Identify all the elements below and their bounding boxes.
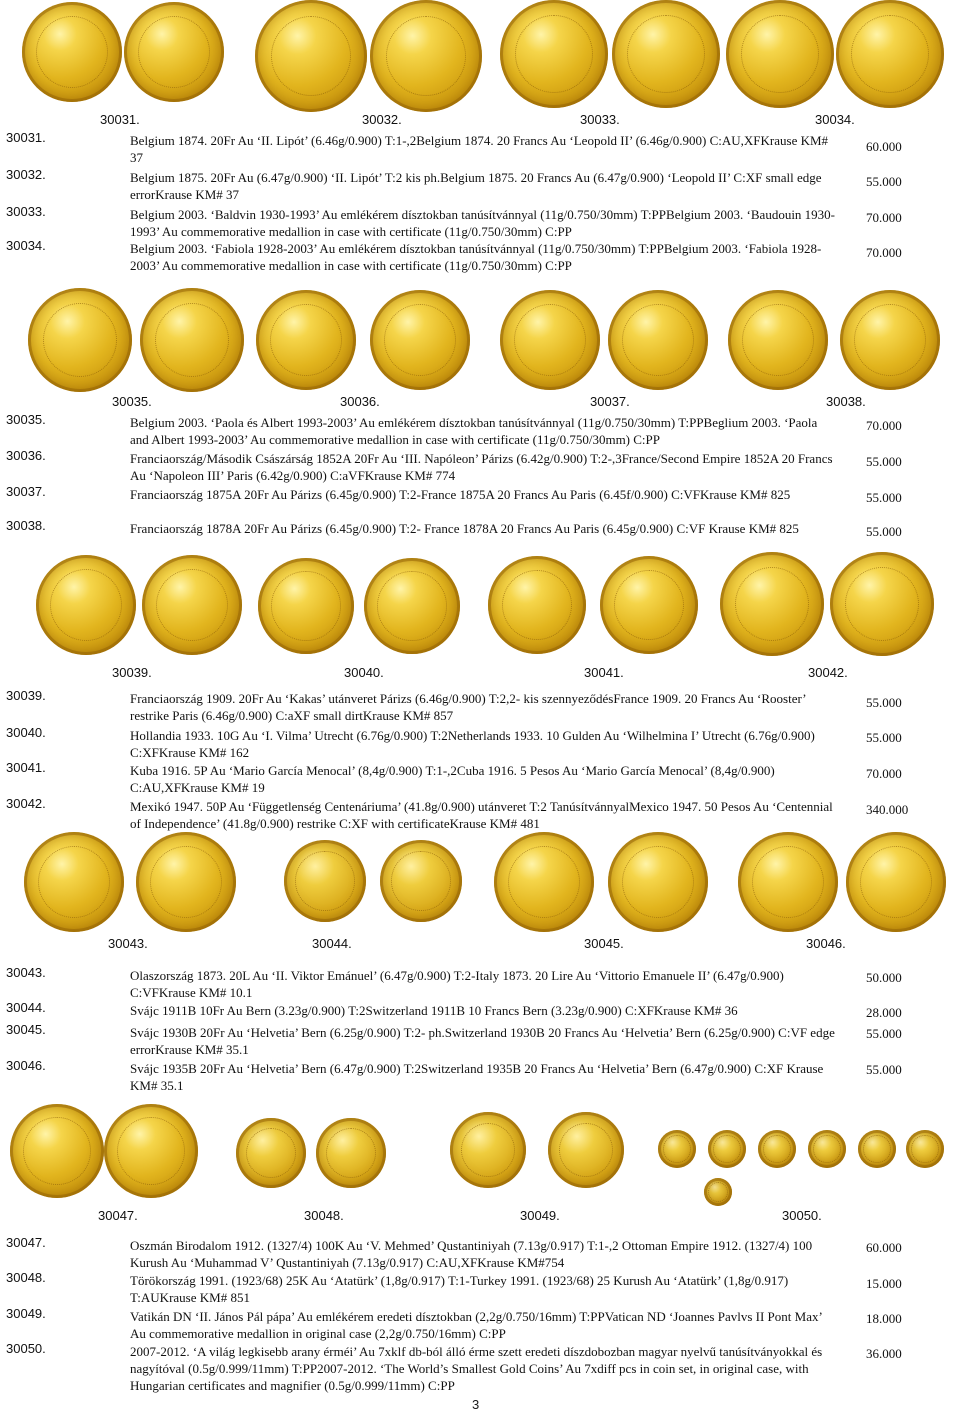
- lot-price: 55.000: [866, 490, 902, 505]
- coin-image: [906, 1130, 944, 1168]
- page-number: 3: [472, 1397, 480, 1412]
- coin-image: [104, 1104, 198, 1198]
- lot-description: Svájc 1930B 20Fr Au ‘Helvetia’ Bern (6.25g/0.900) T:2- ph.Switzerland 1930B 20 Francs Au ‘Helvetia’ Bern (6.25g/0.900) C:VF edge errorKrause KM# 35.1: [130, 1025, 835, 1057]
- lot-price: 28.000: [866, 1005, 902, 1020]
- coin-image: [488, 556, 586, 654]
- lot-number: 30034.: [6, 238, 46, 253]
- lot-number: 30043.: [6, 965, 46, 980]
- lot-number: 30038.: [6, 518, 46, 533]
- lot-description: 2007-2012. ‘A világ legkisebb arany érméi’ Au 7xklf db-ból álló érme szett eredeti díszdobozban magyar nyelvű tanúsítványokkal és nagyítóval (0.5g/0.999/11mm) T:PP2007-2012. ‘The World’s Smallest Gold Coins’ Au 7xdiff pcs in coin set, in original case, with Hungarian certificates and magnifier (0.5g/0.999/11mm) C:PP: [130, 1344, 823, 1393]
- lot-description: Belgium 1875. 20Fr Au (6.47g/0.900) ‘II. Lipót’ T:2 kis ph.Belgium 1875. 20 Francs Au (6.47g/0.900) ‘Leopold II’ C:XF small edge errorKrause KM# 37: [130, 170, 822, 202]
- lot-price: 70.000: [866, 766, 902, 781]
- lot-description: Vatikán DN ‘II. János Pál pápa’ Au emlékérem eredeti dísztokban (2,2g/0.750/16mm) T:PPVatican ND ‘Joannes Pavlvs II Pont Max’ Au commemorative medallion in original case (2,2g/0.750/16mm) C:PP: [130, 1309, 822, 1341]
- coin-image: [380, 840, 462, 922]
- coin-image: [450, 1112, 526, 1188]
- lot-description: Franciaország 1878A 20Fr Au Párizs (6.45g/0.900) T:2- France 1878A 20 Francs Au Paris (6.45g/0.900) C:VF Krause KM# 825: [130, 521, 799, 536]
- lot-price: 15.000: [866, 1276, 902, 1291]
- lot-number: 30044.: [6, 1000, 46, 1015]
- lot-description: Törökország 1991. (1923/68) 25K Au ‘Atatürk’ (1,8g/0.917) T:1-Turkey 1991. (1923/68) 25 Kurush Au ‘Atatürk’ (1,8g/0.917) T:AUKrause KM# 851: [130, 1273, 789, 1305]
- coin-image: [255, 0, 367, 112]
- lot-price: 36.000: [866, 1346, 902, 1361]
- coin-image: [22, 2, 122, 102]
- lot-number: 30039.: [6, 688, 46, 703]
- coin-image: [758, 1130, 796, 1168]
- lot-number: 30037.: [6, 484, 46, 499]
- coin-image: [608, 290, 708, 390]
- lot-number: 30036.: [6, 448, 46, 463]
- coin-image: [726, 0, 834, 108]
- coin-image: [548, 1112, 624, 1188]
- coin-label: 30050.: [782, 1208, 822, 1223]
- coin-image: [364, 558, 460, 654]
- coin-image: [608, 832, 708, 932]
- coin-label: 30036.: [340, 394, 380, 409]
- lot-price: 60.000: [866, 1240, 902, 1255]
- lot-description: Hollandia 1933. 10G Au ‘I. Vilma’ Utrecht (6.76g/0.900) T:2Netherlands 1933. 10 Gulden Au ‘Wilhelmina I’ Utrecht (6.76g/0.900) C:XFKrause KM# 162: [130, 728, 815, 760]
- lot-description: Belgium 2003. ‘Paola és Albert 1993-2003’ Au emlékérem dísztokban tanúsítvánnyal (11g/0.750/30mm) T:PPBeglium 2003. ‘Paola and Albert 1993-2003’ Au commemorative medallion in case with certificate (11g/0.750/30mm) C:PP: [130, 415, 818, 447]
- lot-number: 30048.: [6, 1270, 46, 1285]
- lot-number: 30035.: [6, 412, 46, 427]
- lot-price: 55.000: [866, 695, 902, 710]
- coin-image: [600, 556, 698, 654]
- coin-image: [500, 0, 608, 108]
- coin-image: [808, 1130, 846, 1168]
- coin-image: [370, 290, 470, 390]
- lot-price: 55.000: [866, 1026, 902, 1041]
- coin-image: [830, 552, 934, 656]
- lot-price: 60.000: [866, 139, 902, 154]
- coin-label: 30041.: [584, 665, 624, 680]
- coin-image: [256, 290, 356, 390]
- lot-number: 30031.: [6, 130, 46, 145]
- coin-label: 30049.: [520, 1208, 560, 1223]
- coin-label: 30039.: [112, 665, 152, 680]
- coin-image: [236, 1118, 306, 1188]
- lot-description: Kuba 1916. 5P Au ‘Mario García Menocal’ (8,4g/0.900) T:1-,2Cuba 1916. 5 Pesos Au ‘Mario García Menocal’ (8,4g/0.900) C:AU,XFKrause KM# 19: [130, 763, 775, 795]
- lot-number: 30033.: [6, 204, 46, 219]
- lot-number: 30050.: [6, 1341, 46, 1356]
- lot-price: 55.000: [866, 454, 902, 469]
- lot-description: Olaszország 1873. 20L Au ‘II. Viktor Emánuel’ (6.47g/0.900) T:2-Italy 1873. 20 Lire Au ‘Vittorio Emanuele II’ (6.47g/0.900) C:VFKrause KM# 10.1: [130, 968, 784, 1000]
- coin-label: 30047.: [98, 1208, 138, 1223]
- coin-label: 30043.: [108, 936, 148, 951]
- coin-label: 30033.: [580, 112, 620, 127]
- coin-image: [124, 2, 224, 102]
- coin-label: 30040.: [344, 665, 384, 680]
- lot-number: 30032.: [6, 167, 46, 182]
- lot-number: 30040.: [6, 725, 46, 740]
- coin-image: [500, 290, 600, 390]
- lot-description: Mexikó 1947. 50P Au ‘Függetlenség Centenáriuma’ (41.8g/0.900) utánveret T:2 TanúsítvánnyalMexico 1947. 50 Pesos Au ‘Centennial of Independence’ (41.8g/0.900) restrike C:XF with certificateKrause KM# 481: [130, 799, 833, 831]
- coin-image: [142, 555, 242, 655]
- lot-price: 340.000: [866, 802, 909, 817]
- lot-description: Oszmán Birodalom 1912. (1327/4) 100K Au ‘V. Mehmed’ Qustantiniyah (7.13g/0.917) T:1-,2 Ottoman Empire 1912. (1327/4) 100 Kurush Au ‘Muhammad V’ Qustantiniyah (7.13g/0.917) C:AU,XFKrause KM#754: [130, 1238, 813, 1270]
- lot-price: 18.000: [866, 1311, 902, 1326]
- coin-image: [738, 832, 838, 932]
- coin-image: [28, 288, 132, 392]
- coin-image: [24, 832, 124, 932]
- coin-image: [258, 558, 354, 654]
- lot-number: 30046.: [6, 1058, 46, 1073]
- lot-description: Svájc 1935B 20Fr Au ‘Helvetia’ Bern (6.47g/0.900) T:2Switzerland 1935B 20 Francs Au ‘Helvetia’ Bern (6.47g/0.900) C:XF Krause KM# 35.1: [130, 1061, 824, 1093]
- coin-label: 30032.: [362, 112, 402, 127]
- lot-price: 50.000: [866, 970, 902, 985]
- coin-image: [658, 1130, 696, 1168]
- lot-description: Svájc 1911B 10Fr Au Bern (3.23g/0.900) T:2Switzerland 1911B 10 Francs Bern (3.23g/0.900) C:XFKrause KM# 36: [130, 1003, 738, 1018]
- lot-price: 70.000: [866, 210, 902, 225]
- coin-image: [136, 832, 236, 932]
- coin-label: 30035.: [112, 394, 152, 409]
- coin-label: 30044.: [312, 936, 352, 951]
- coin-image: [370, 0, 482, 112]
- lot-price: 55.000: [866, 1062, 902, 1077]
- coin-label: 30045.: [584, 936, 624, 951]
- lot-price: 70.000: [866, 245, 902, 260]
- coin-image: [316, 1118, 386, 1188]
- coin-label: 30037.: [590, 394, 630, 409]
- lot-number: 30049.: [6, 1306, 46, 1321]
- coin-image: [140, 288, 244, 392]
- lot-price: 70.000: [866, 418, 902, 433]
- coin-label: 30031.: [100, 112, 140, 127]
- lot-price: 55.000: [866, 730, 902, 745]
- coin-image: [846, 832, 946, 932]
- lot-description: Belgium 1874. 20Fr Au ‘II. Lipót’ (6.46g/0.900) T:1-,2Belgium 1874. 20 Francs Au ‘Leopold II’ (6.46g/0.900) C:AU,XFKrause KM# 37: [130, 133, 829, 165]
- coin-image: [612, 0, 720, 108]
- coin-label: 30046.: [806, 936, 846, 951]
- coin-image: [728, 290, 828, 390]
- lot-number: 30045.: [6, 1022, 46, 1037]
- coin-image: [836, 0, 944, 108]
- coin-label: 30042.: [808, 665, 848, 680]
- coin-image: [708, 1130, 746, 1168]
- lot-description: Franciaország/Második Császárság 1852A 20Fr Au ‘III. Napóleon’ Párizs (6.42g/0.900) T:2-,3France/Second Empire 1852A 20 Francs Au ‘Napoleon III’ Paris (6.42g/0.900) C:aVFKrause KM# 774: [130, 451, 833, 483]
- coin-label: 30038.: [826, 394, 866, 409]
- lot-number: 30042.: [6, 796, 46, 811]
- lot-price: 55.000: [866, 174, 902, 189]
- coin-label: 30034.: [815, 112, 855, 127]
- coin-image: [858, 1130, 896, 1168]
- lot-description: Belgium 2003. ‘Baldvin 1930-1993’ Au emlékérem dísztokban tanúsítvánnyal (11g/0.750/30mm) T:PPBelgium 2003. ‘Baudouin 1930-1993’ Au commemorative medallion in case with certificate (11g/0.750/30mm) C:PP: [130, 207, 836, 239]
- coin-image: [840, 290, 940, 390]
- lot-description: Belgium 2003. ‘Fabiola 1928-2003’ Au emlékérem dísztokban tanúsítvánnyal (11g/0.750/30mm) T:PPBelgium 2003. ‘Fabiola 1928-2003’ Au commemorative medallion in case with certificate (11g/0.750/30mm) C:PP: [130, 241, 822, 273]
- lot-description: Franciaország 1875A 20Fr Au Párizs (6.45g/0.900) T:2-France 1875A 20 Francs Au Paris (6.45f/0.900) C:VFKrause KM# 825: [130, 487, 791, 502]
- lot-number: 30041.: [6, 760, 46, 775]
- coin-image: [284, 840, 366, 922]
- coin-image: [10, 1104, 104, 1198]
- coin-image: [494, 832, 594, 932]
- coin-image: [720, 552, 824, 656]
- lot-price: 55.000: [866, 524, 902, 539]
- coin-image: [704, 1178, 732, 1206]
- coin-label: 30048.: [304, 1208, 344, 1223]
- lot-description: Franciaország 1909. 20Fr Au ‘Kakas’ utánveret Párizs (6.46g/0.900) T:2,2- kis szennyeződésFrance 1909. 20 Francs Au ‘Rooster’ restrike Paris (6.46g/0.900) C:aXF small dirtKrause KM# 857: [130, 691, 806, 723]
- lot-number: 30047.: [6, 1235, 46, 1250]
- coin-image: [36, 555, 136, 655]
